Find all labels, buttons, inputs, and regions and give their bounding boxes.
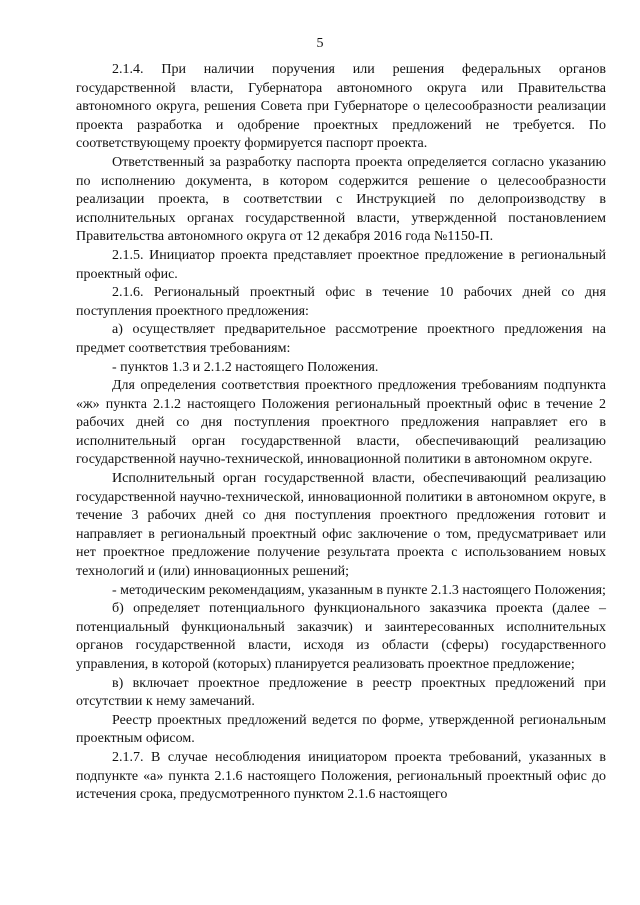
page-number: 5 <box>316 36 324 51</box>
paragraph-registry: Реестр проектных предложений ведется по форме, утвержденной региональным проектным офисом. <box>76 712 606 747</box>
paragraph-item-a: а) осуществляет предварительное рассмотрение проектного предложения на предмет соответствия требованиям: <box>76 322 606 356</box>
paragraph-2-1-6: 2.1.6. Региональный проектный офис в течение 10 рабочих дней со дня поступления проектного предложения: <box>76 285 606 319</box>
paragraph-item-v: в) включает проектное предложение в реестр проектных предложений при отсутствии к нему замечаний. <box>76 675 606 710</box>
paragraph-methodical: - методическим рекомендациям, указанным в пункте 2.1.3 настоящего Положения; <box>112 582 606 598</box>
paragraph-executive-body: Исполнительный орган государственной власти, обеспечивающий реализацию государственной научно-технической, инновационной политики в автономном округе, в течение 3 рабочих дней со дня поступления проектного предложения готовит и направляет в региональный проектный офис заключение о том, предусматривает или нет проектное предложение получение результата проекта с использованием новых технологий и (или) инновационных решений; <box>76 471 606 580</box>
paragraph-2-1-7: 2.1.7. В случае несоблюдения инициатором проекта требований, указанных в подпункте «а» пункта 2.1.6 настоящего Положения, региональный проектный офис до истечения срока, предусмотренного пунктом 2.1.6 настоящего <box>76 749 606 803</box>
paragraph-2-1-4: 2.1.4. При наличии поручения или решения федеральных органов государственной власти, Губернатора автономного округа или Правительства автономного округа, решения Совета при Губернаторе о целесообразности реализации проекта разработка и одобрение проектных предложений не требуется. По соответствующему проекту формируется паспорт проекта. <box>76 62 606 152</box>
paragraph-determination: Для определения соответствия проектного предложения требованиям подпункта «ж» пункта 2.1.2 настоящего Положения региональный проектный офис в течение 2 рабочих дней со дня поступления проектного предложения направляет его в исполнительный орган государственной власти, обеспечивающий реализацию государственной научно-технической, инновационной политики в автономном округе. <box>76 378 606 468</box>
paragraph-2-1-5: 2.1.5. Инициатор проекта представляет проектное предложение в региональный проектный офис. <box>76 247 606 282</box>
paragraph-responsible: Ответственный за разработку паспорта проекта определяется согласно указанию по исполнению документа, в котором содержится решение о целесообразности реализации проекта, в соответствии с Инструкцией по делопроизводству в исполнительных органах государственной власти, утвержденной постановлением Правительства автономного округа от 12 декабря 2016 года №1150-П. <box>76 154 606 245</box>
paragraph-item-b: б) определяет потенциального функционального заказчика проекта (далее – потенциальный функциональный заказчик) и заинтересованных исполнительных органов государственной власти, исходя из области (сферы) государственного управления, в которой (которых) планируется реализовать проектное предложение; <box>76 601 606 672</box>
paragraph-points: - пунктов 1.3 и 2.1.2 настоящего Положения. <box>112 359 379 375</box>
document-body <box>76 61 606 805</box>
